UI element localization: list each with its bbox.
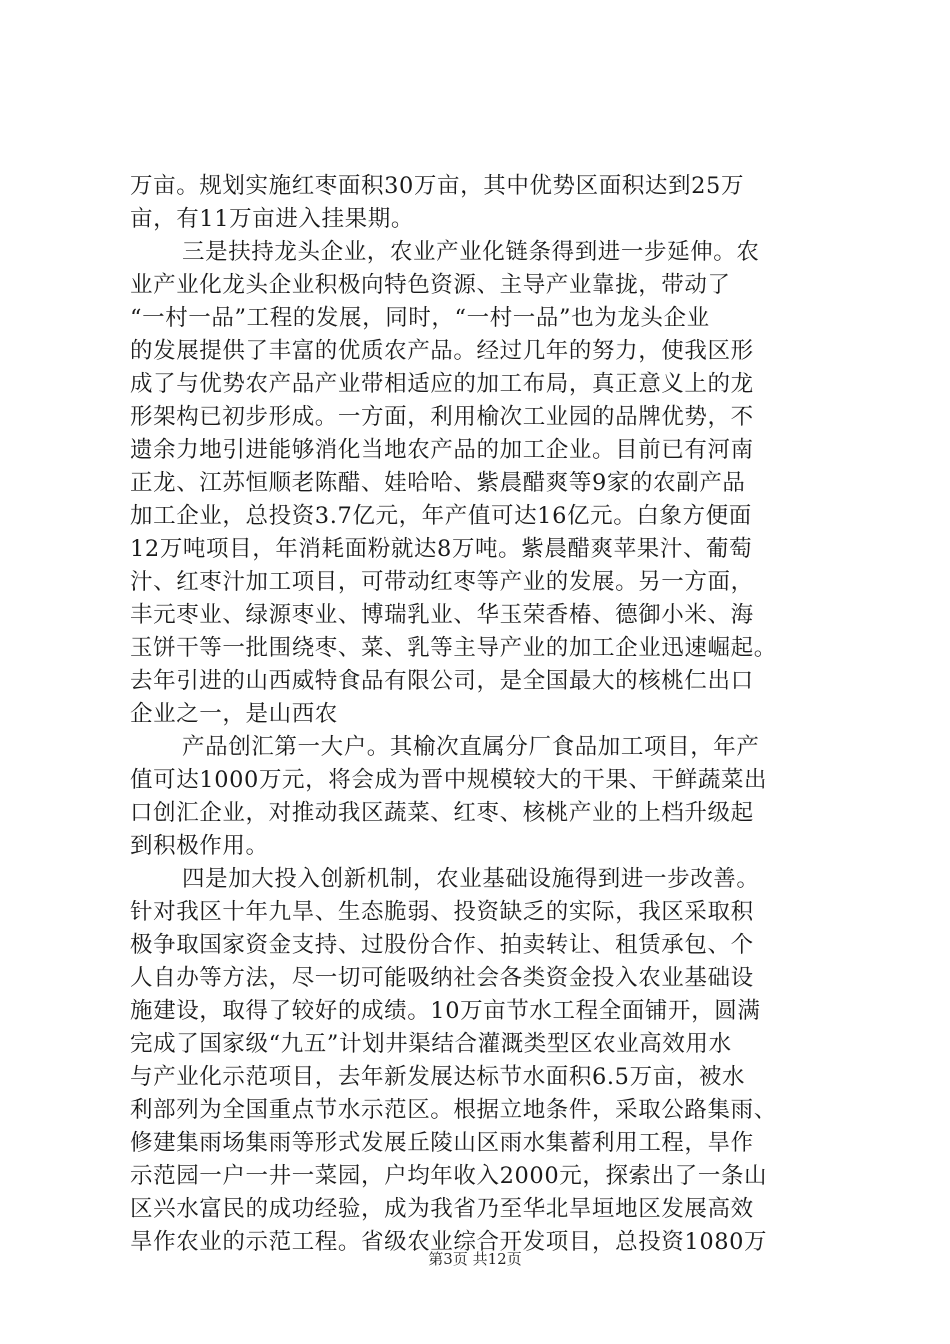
page-footer [0,1248,950,1269]
text-line: 加工企业，总投资3.7亿元，年产值可达16亿元。白象方便面 [130,503,752,529]
paragraph-first-line: 四是加大投入创新机制，农业基础设施得到进一步改善。 [182,866,760,892]
document-body [130,170,830,1259]
text-line: 汁、红枣汁加工项目，可带动红枣等产业的发展。另一方面， [130,569,754,595]
text-line: 施建设，取得了较好的成绩。10万亩节水工程全面铺开，圆满 [130,998,761,1024]
text-line: 示范园一户一井一菜园，户均年收入2000元，探索出了一条山 [130,1163,768,1189]
text-line: 旱作农业的示范工程。省级农业综合开发项目，总投资1080万 [130,1229,768,1255]
text-line: 企业之一，是山西农 [130,701,338,727]
text-line: 人自办等方法，尽一切可能吸纳社会各类资金投入农业基础设 [130,965,754,991]
text-line: 丰元枣业、绿源枣业、博瑞乳业、华玉荣香椿、德御小米、海 [130,602,754,628]
text-line: 业产业化龙头企业积极向特色资源、主导产业靠拢，带动了 [130,272,731,298]
text-line: 形架构已初步形成。一方面，利用榆次工业园的品牌优势，不 [130,404,754,430]
text-line: 遗余力地引进能够消化当地农产品的加工企业。目前已有河南 [130,437,754,463]
text-line: 玉饼干等一批围绕枣、菜、乳等主导产业的加工企业迅速崛起。 [130,635,777,661]
text-line: 亩，有11万亩进入挂果期。 [130,206,414,232]
text-line: 与产业化示范项目，去年新发展达标节水面积6.5万亩，被水 [130,1064,746,1090]
paragraph-first-line: 三是扶持龙头企业，农业产业化链条得到进一步延伸。农 [182,239,760,265]
text-line: 完成了国家级“九五”计划井渠结合灌溉类型区农业高效用水 [130,1031,732,1057]
paragraph-first-line: 产品创汇第一大户。其榆次直属分厂食品加工项目，年产 [182,734,760,760]
text-line: “一村一品”工程的发展，同时，“一村一品”也为龙头企业 [130,305,710,331]
text-line: 的发展提供了丰富的优质农产品。经过几年的努力，使我区形 [130,338,754,364]
page-number-label: 第3页 共12页 [428,1250,522,1268]
text-line: 正龙、江苏恒顺老陈醋、娃哈哈、紫晨醋爽等9家的农副产品 [130,470,746,496]
text-line: 万亩。规划实施红枣面积30万亩，其中优势区面积达到25万 [130,173,745,199]
text-line: 去年引进的山西威特食品有限公司，是全国最大的核桃仁出口 [130,668,754,694]
text-line: 利部列为全国重点节水示范区。根据立地条件，采取公路集雨、 [130,1097,777,1123]
text-line: 修建集雨场集雨等形式发展丘陵山区雨水集蓄利用工程，旱作 [130,1130,754,1156]
text-line: 成了与优势农产品产业带相适应的加工布局，真正意义上的龙 [130,371,754,397]
text-line: 针对我区十年九旱、生态脆弱、投资缺乏的实际，我区采取积 [130,899,754,925]
text-line: 极争取国家资金支持、过股份合作、拍卖转让、租赁承包、个 [130,932,754,958]
text-line: 值可达1000万元，将会成为晋中规模较大的干果、干鲜蔬菜出 [130,767,768,793]
text-line: 12万吨项目，年消耗面粉就达8万吨。紫晨醋爽苹果汁、葡萄 [130,536,753,562]
text-line: 区兴水富民的成功经验，成为我省乃至华北旱垣地区发展高效 [130,1196,754,1222]
text-line: 到积极作用。 [130,833,269,859]
text-line: 口创汇企业，对推动我区蔬菜、红枣、核桃产业的上档升级起 [130,800,754,826]
